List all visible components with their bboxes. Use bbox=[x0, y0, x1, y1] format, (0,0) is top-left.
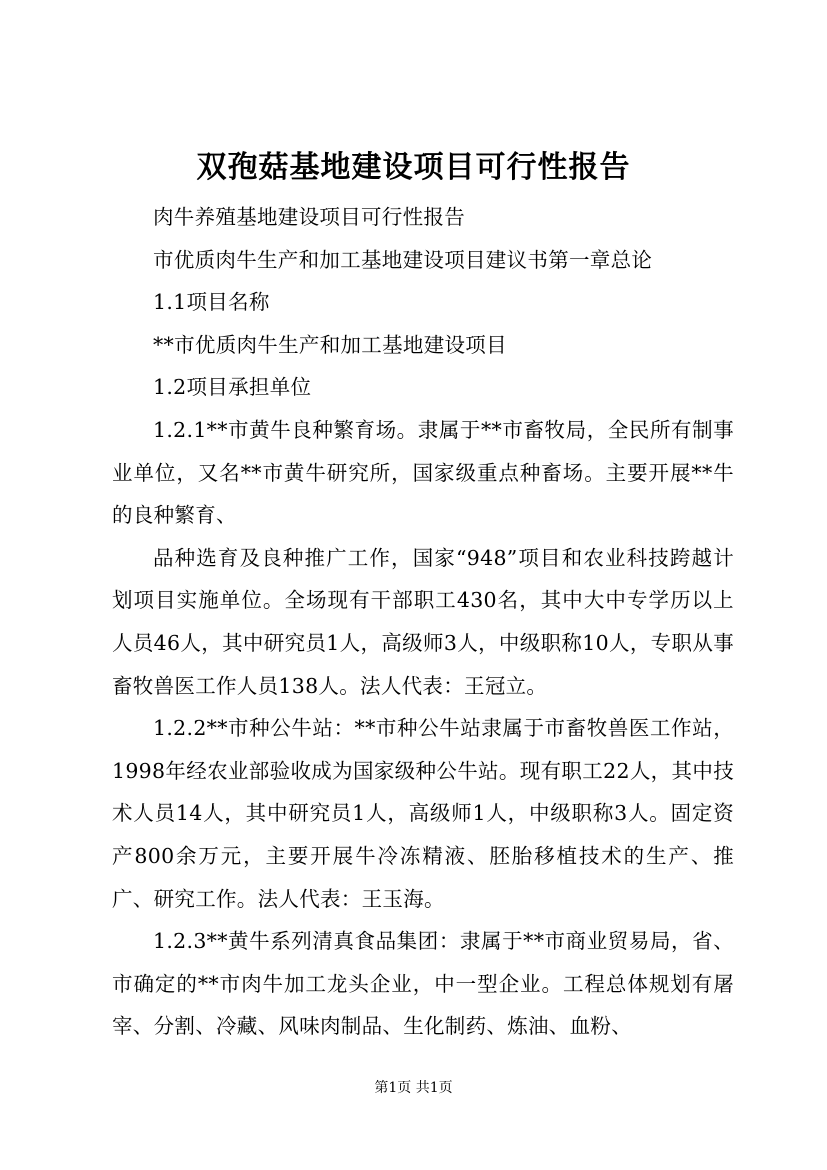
document-body bbox=[112, 196, 734, 1048]
paragraph-1-2-1: 1.2.1**市黄牛良种繁育场。隶属于**市畜牧局，全民所有制事业单位，又名**市黄牛研究所，国家级重点种畜场。主要开展**牛的良种繁育、 bbox=[112, 417, 734, 528]
paragraph-1-2-2: 1.2.2**市种公牛站：**市种公牛站隶属于市畜牧兽医工作站，1998年经农业部验收成为国家级种公牛站。现有职工22人，其中技术人员14人，其中研究员1人，高级师1人，中级职称3人。固定资产800余万元，主要开展牛冷冻精液、胚胎移植技术的生产、推广、研究工作。法人代表：王玉海。 bbox=[112, 716, 734, 911]
page-footer: 第1页 共1页 bbox=[374, 1080, 453, 1096]
paragraph-proposal-heading: 市优质肉牛生产和加工基地建设项目建议书第一章总论 bbox=[153, 247, 653, 272]
paragraph-project-name: **市优质肉牛生产和加工基地建设项目 bbox=[153, 332, 507, 357]
document-title: 双孢菇基地建设项目可行性报告 bbox=[196, 150, 631, 185]
section-heading-1-2: 1.2项目承担单位 bbox=[153, 375, 312, 400]
paragraph-1-2-1-cont: 品种选育及良种推广工作，国家“948”项目和农业科技跨越计划项目实施单位。全场现有干部职工430名，其中大中专学历以上人员46人，其中研究员1人，高级师3人，中级职称10人，专职从事畜牧兽医工作人员138人。法人代表：王冠立。 bbox=[112, 545, 734, 698]
section-heading-1-1: 1.1项目名称 bbox=[153, 290, 270, 315]
paragraph-subtitle: 肉牛养殖基地建设项目可行性报告 bbox=[153, 205, 465, 229]
paragraph-1-2-3: 1.2.3**黄牛系列清真食品集团：隶属于**市商业贸易局，省、市确定的**市肉牛加工龙头企业，中一型企业。工程总体规划有屠宰、分割、冷藏、风味肉制品、生化制药、炼油、血粉、 bbox=[112, 929, 734, 1039]
